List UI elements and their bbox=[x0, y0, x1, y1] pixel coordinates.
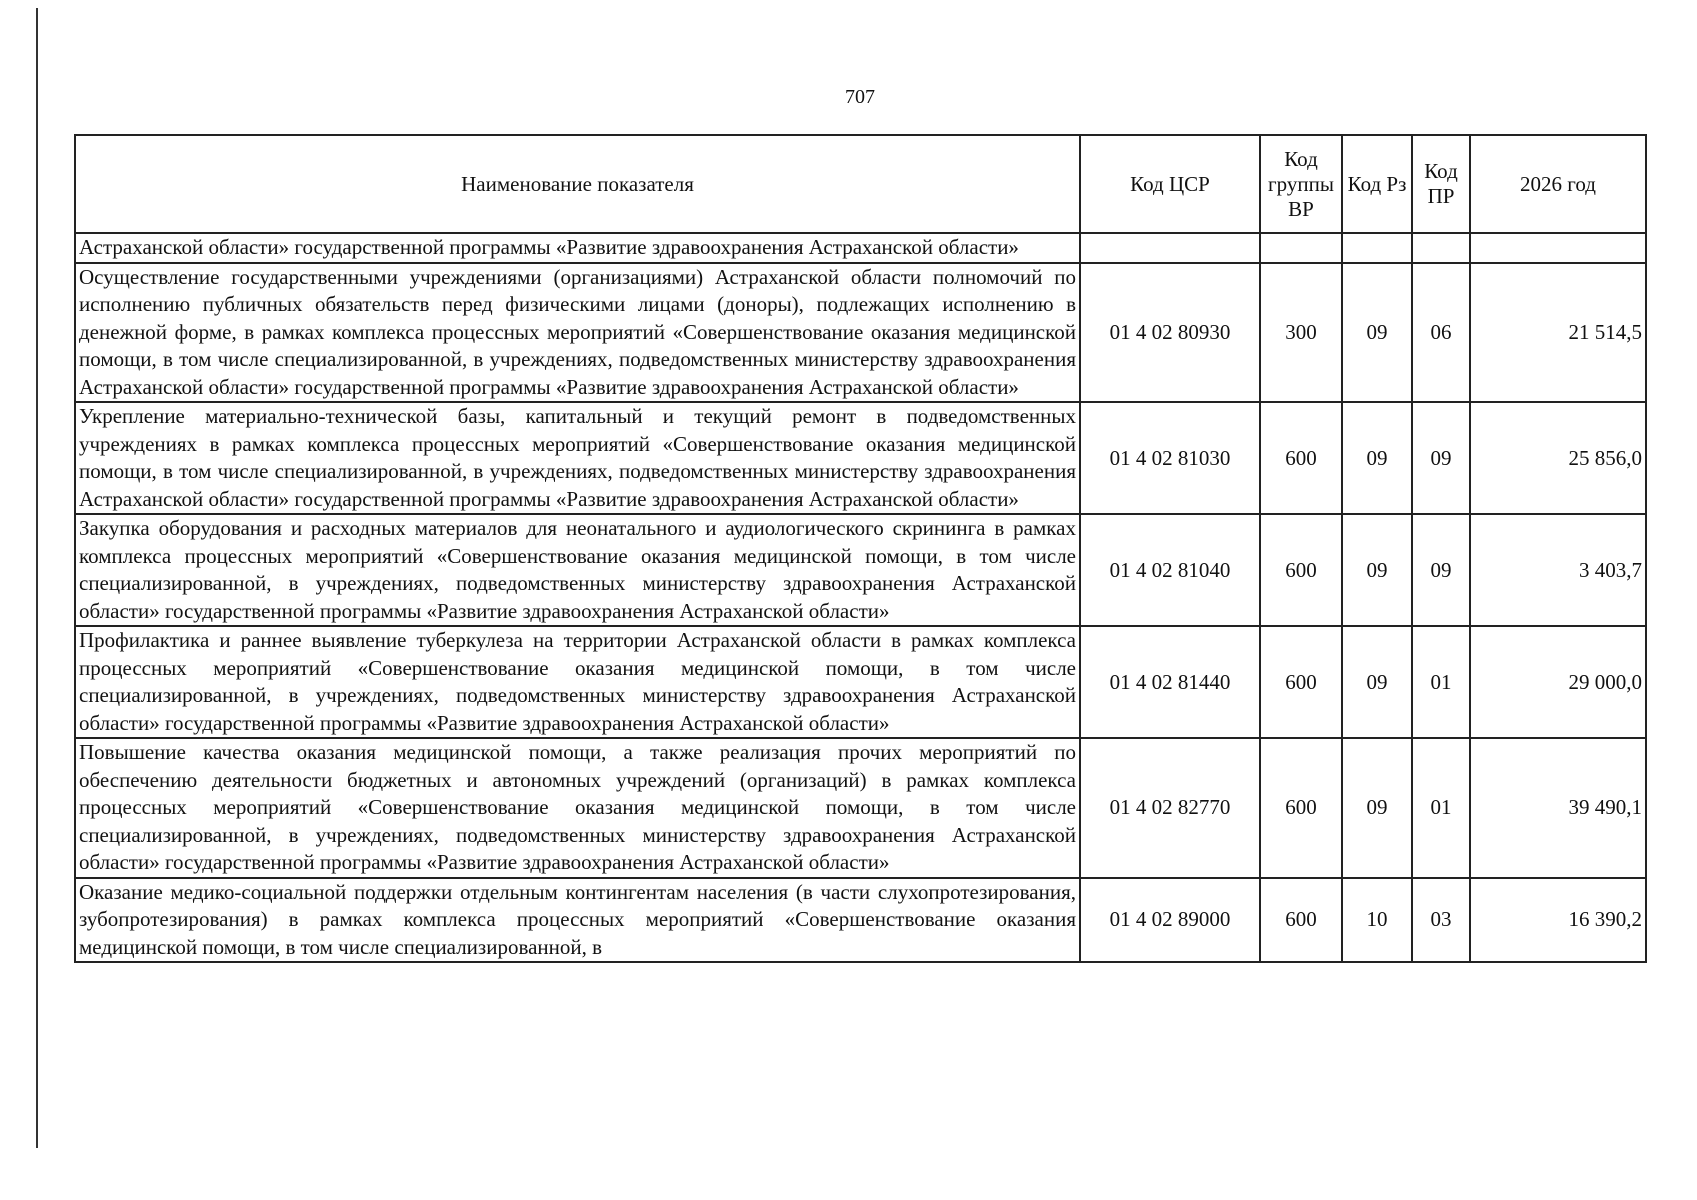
table-row bbox=[75, 738, 1646, 878]
row-name: Астраханской области» государственной программы «Развитие здравоохранения Астраханской области» bbox=[75, 233, 1080, 263]
row-rz-code: 09 bbox=[1342, 738, 1412, 878]
budget-table bbox=[74, 134, 1647, 963]
row-name: Профилактика и раннее выявление туберкулеза на территории Астраханской области в рамках комплекса процессных мероприятий «Совершенствование оказания медицинской помощи, в том числе специализированной, в учреждениях, подведомственных министерству здравоохранения Астраханской области» государственной программы «Развитие здравоохранения Астраханской области» bbox=[75, 626, 1080, 738]
header-csr-code: Код ЦСР bbox=[1080, 135, 1260, 233]
row-csr-code: 01 4 02 81040 bbox=[1080, 514, 1260, 626]
table-row bbox=[75, 514, 1646, 626]
row-amount: 3 403,7 bbox=[1470, 514, 1646, 626]
row-amount: 39 490,1 bbox=[1470, 738, 1646, 878]
row-amount: 25 856,0 bbox=[1470, 402, 1646, 514]
row-pr-code: 01 bbox=[1412, 626, 1470, 738]
page-number: 707 bbox=[845, 86, 875, 108]
page-margin-line bbox=[36, 8, 38, 1148]
table-row bbox=[75, 402, 1646, 514]
row-name: Закупка оборудования и расходных материалов для неонатального и аудиологического скрининга в рамках комплекса процессных мероприятий «Совершенствование оказания медицинской помощи, в том числе специализированной, в учреждениях, подведомственных министерству здравоохранения Астраханской области» государственной программы «Развитие здравоохранения Астраханской области» bbox=[75, 514, 1080, 626]
row-csr-code: 01 4 02 89000 bbox=[1080, 878, 1260, 963]
table-row bbox=[75, 263, 1646, 403]
table-row bbox=[75, 233, 1646, 263]
header-row bbox=[75, 135, 1646, 233]
row-vr-code: 600 bbox=[1260, 514, 1342, 626]
row-pr-code: 03 bbox=[1412, 878, 1470, 963]
row-csr-code: 01 4 02 81030 bbox=[1080, 402, 1260, 514]
row-pr-code bbox=[1412, 233, 1470, 263]
row-vr-code: 600 bbox=[1260, 738, 1342, 878]
header-vr-group-code: Код группы ВР bbox=[1260, 135, 1342, 233]
row-amount: 16 390,2 bbox=[1470, 878, 1646, 963]
row-rz-code: 09 bbox=[1342, 263, 1412, 403]
row-vr-code bbox=[1260, 233, 1342, 263]
table-row bbox=[75, 878, 1646, 963]
row-pr-code: 09 bbox=[1412, 514, 1470, 626]
row-csr-code: 01 4 02 80930 bbox=[1080, 263, 1260, 403]
row-vr-code: 600 bbox=[1260, 626, 1342, 738]
row-pr-code: 09 bbox=[1412, 402, 1470, 514]
row-csr-code bbox=[1080, 233, 1260, 263]
header-rz-code: Код Рз bbox=[1342, 135, 1412, 233]
row-amount bbox=[1470, 233, 1646, 263]
row-csr-code: 01 4 02 82770 bbox=[1080, 738, 1260, 878]
row-name: Повышение качества оказания медицинской помощи, а также реализация прочих мероприятий по обеспечению деятельности бюджетных и автономных учреждений (организаций) в рамках комплекса процессных мероприятий «Совершенствование оказания медицинской помощи, в том числе специализированной, в учреждениях, подведомственных министерству здравоохранения Астраханской области» государственной программы «Развитие здравоохранения Астраханской области» bbox=[75, 738, 1080, 878]
row-name: Оказание медико-социальной поддержки отдельным контингентам населения (в части слухопротезирования, зубопротезирования) в рамках комплекса процессных мероприятий «Совершенствование оказания медицинской помощи, в том числе специализированной, в bbox=[75, 878, 1080, 963]
row-vr-code: 600 bbox=[1260, 402, 1342, 514]
row-name: Осуществление государственными учреждениями (организациями) Астраханской области полномочий по исполнению публичных обязательств перед физическими лицами (доноры), подлежащих исполнению в денежной форме, в рамках комплекса процессных мероприятий «Совершенствование оказания медицинской помощи, в том числе специализированной, в учреждениях, подведомственных министерству здравоохранения Астраханской области» государственной программы «Развитие здравоохранения Астраханской области» bbox=[75, 263, 1080, 403]
row-pr-code: 06 bbox=[1412, 263, 1470, 403]
row-name: Укрепление материально-технической базы, капитальный и текущий ремонт в подведомственных учреждениях в рамках комплекса процессных мероприятий «Совершенствование оказания медицинской помощи, в том числе специализированной, в учреждениях, подведомственных министерству здравоохранения Астраханской области» государственной программы «Развитие здравоохранения Астраханской области» bbox=[75, 402, 1080, 514]
row-rz-code bbox=[1342, 233, 1412, 263]
table-row bbox=[75, 626, 1646, 738]
header-pr-code: Код ПР bbox=[1412, 135, 1470, 233]
row-vr-code: 600 bbox=[1260, 878, 1342, 963]
row-rz-code: 09 bbox=[1342, 514, 1412, 626]
row-amount: 29 000,0 bbox=[1470, 626, 1646, 738]
row-amount: 21 514,5 bbox=[1470, 263, 1646, 403]
row-csr-code: 01 4 02 81440 bbox=[1080, 626, 1260, 738]
row-vr-code: 300 bbox=[1260, 263, 1342, 403]
row-rz-code: 10 bbox=[1342, 878, 1412, 963]
row-rz-code: 09 bbox=[1342, 626, 1412, 738]
header-name: Наименование показателя bbox=[75, 135, 1080, 233]
header-year-2026: 2026 год bbox=[1470, 135, 1646, 233]
row-pr-code: 01 bbox=[1412, 738, 1470, 878]
row-rz-code: 09 bbox=[1342, 402, 1412, 514]
